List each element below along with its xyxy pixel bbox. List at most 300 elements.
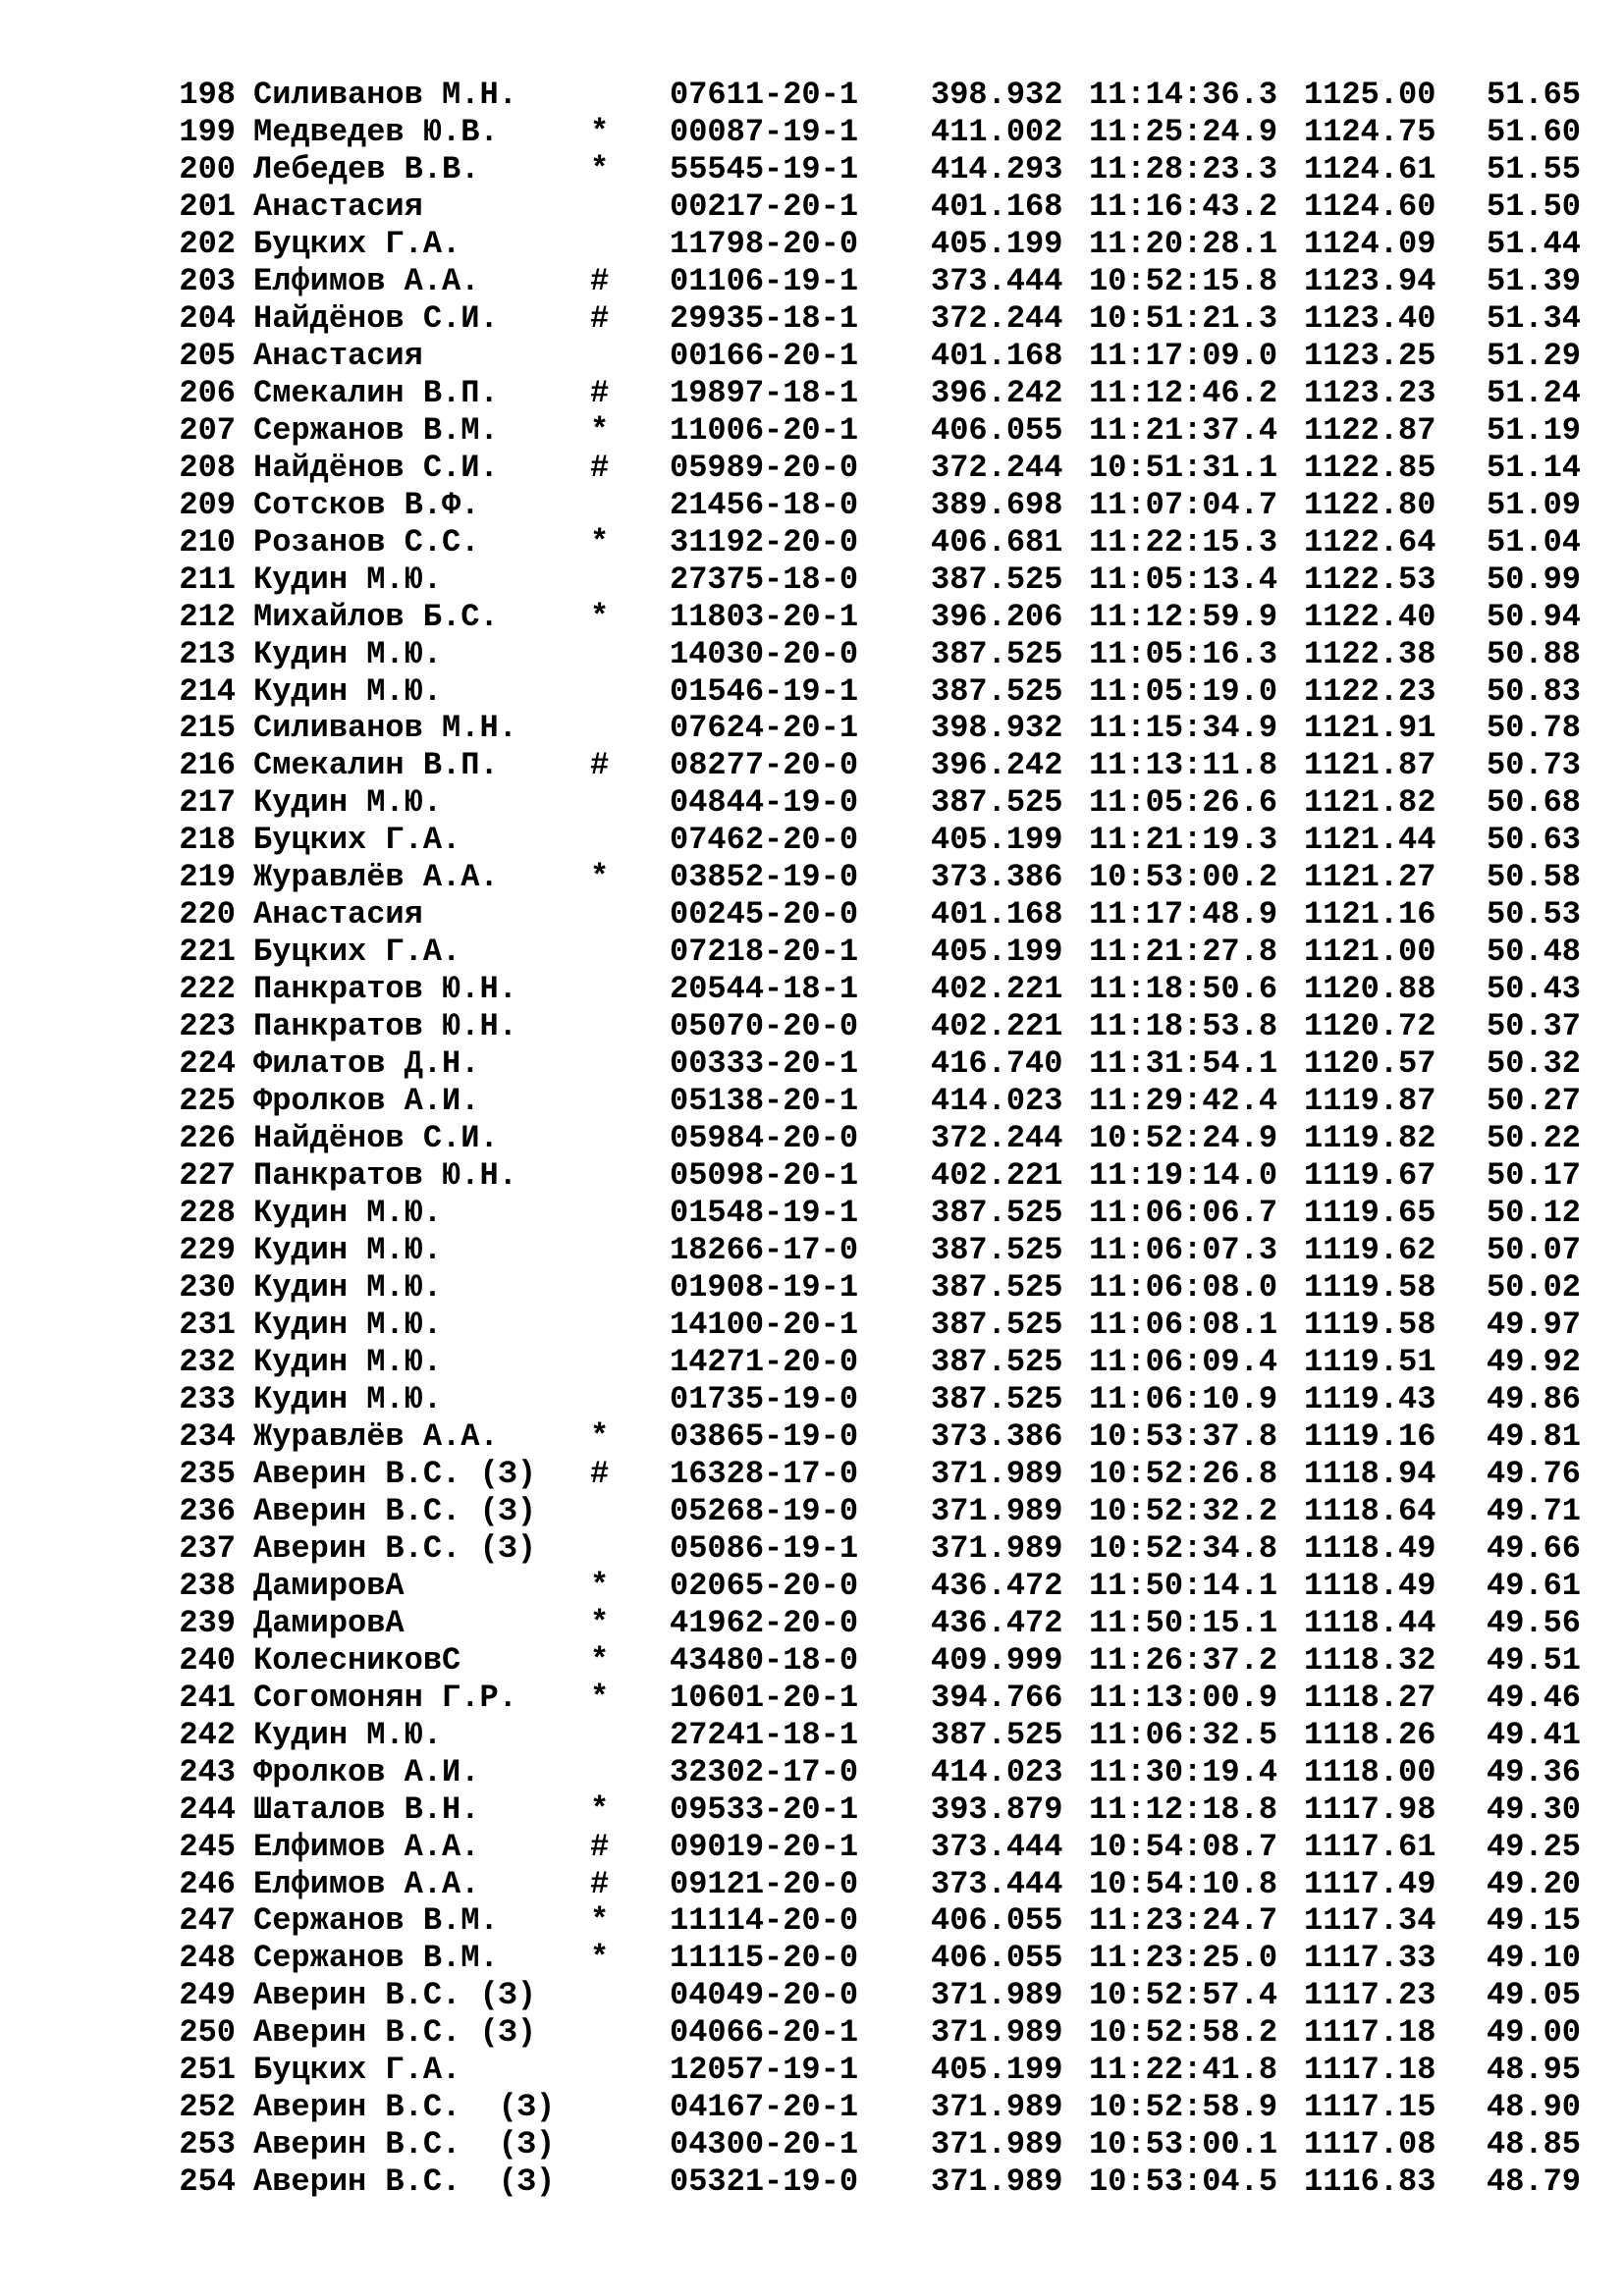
- name-cell: Сержанов В.М.: [253, 411, 499, 449]
- distance-cell: 387.525: [931, 1716, 1063, 1753]
- speed-cell: 1123.25: [1304, 337, 1436, 374]
- arrival-time-cell: 10:54:08.7: [1089, 1828, 1278, 1865]
- arrival-time-cell: 11:06:06.7: [1089, 1195, 1278, 1232]
- score-cell: 50.99: [1486, 561, 1581, 598]
- ring-number-cell: 02065-20-0: [670, 1567, 859, 1604]
- ring-number-cell: 09121-20-0: [670, 1865, 859, 1902]
- arrival-time-cell: 10:53:04.5: [1089, 2163, 1278, 2201]
- table-row: [0, 77, 1624, 114]
- score-cell: 49.00: [1486, 2014, 1581, 2052]
- arrival-time-cell: 10:52:58.2: [1089, 2014, 1278, 2052]
- ring-number-cell: 04066-20-1: [670, 2014, 859, 2052]
- distance-cell: 405.199: [931, 934, 1063, 971]
- place-cell: 250: [179, 2014, 236, 2052]
- place-cell: 216: [179, 747, 236, 784]
- speed-cell: 1119.43: [1304, 1380, 1436, 1417]
- distance-cell: 373.444: [931, 262, 1063, 299]
- distance-cell: 436.472: [931, 1567, 1063, 1604]
- name-cell: Кудин М.Ю.: [253, 672, 443, 710]
- table-row: [0, 375, 1624, 412]
- speed-cell: 1117.33: [1304, 1940, 1436, 1977]
- speed-cell: 1117.18: [1304, 2052, 1436, 2089]
- name-cell: Журавлёв А.А.: [253, 1417, 499, 1455]
- speed-cell: 1117.18: [1304, 2014, 1436, 2052]
- table-row: [0, 2089, 1624, 2126]
- arrival-time-cell: 11:21:19.3: [1089, 822, 1278, 859]
- place-cell: 226: [179, 1120, 236, 1157]
- score-cell: 49.86: [1486, 1380, 1581, 1417]
- name-cell: Панкратов Ю.Н.: [253, 971, 517, 1008]
- score-cell: 51.04: [1486, 523, 1581, 561]
- place-cell: 245: [179, 1828, 236, 1865]
- ring-number-cell: 05989-20-0: [670, 449, 859, 486]
- name-cell: Кудин М.Ю.: [253, 1343, 443, 1380]
- flag-cell: *: [590, 859, 610, 896]
- place-cell: 223: [179, 1008, 236, 1045]
- distance-cell: 401.168: [931, 337, 1063, 374]
- name-cell: Кудин М.Ю.: [253, 784, 443, 822]
- table-row: [0, 1493, 1624, 1530]
- speed-cell: 1125.00: [1304, 77, 1436, 113]
- table-row: [0, 263, 1624, 300]
- place-cell: 205: [179, 337, 236, 374]
- score-cell: 51.50: [1486, 187, 1581, 225]
- name-cell: Аверин В.С. (З): [253, 1977, 537, 2014]
- distance-cell: 393.879: [931, 1790, 1063, 1828]
- name-cell: Кудин М.Ю.: [253, 1716, 443, 1753]
- arrival-time-cell: 11:07:04.7: [1089, 486, 1278, 523]
- ring-number-cell: 00333-20-1: [670, 1045, 859, 1083]
- place-cell: 227: [179, 1157, 236, 1195]
- table-row: [0, 300, 1624, 338]
- table-row: [0, 450, 1624, 487]
- arrival-time-cell: 11:50:15.1: [1089, 1604, 1278, 1641]
- table-row: [0, 1791, 1624, 1829]
- name-cell: Аверин В.С. (З): [253, 1529, 537, 1567]
- table-row: [0, 1680, 1624, 1717]
- ring-number-cell: 04300-20-1: [670, 2126, 859, 2163]
- speed-cell: 1124.75: [1304, 113, 1436, 150]
- arrival-time-cell: 11:05:19.0: [1089, 672, 1278, 710]
- score-cell: 49.81: [1486, 1417, 1581, 1455]
- ring-number-cell: 05098-20-1: [670, 1157, 859, 1195]
- score-cell: 49.76: [1486, 1455, 1581, 1492]
- flag-cell: #: [590, 449, 610, 486]
- name-cell: Кудин М.Ю.: [253, 561, 443, 598]
- ring-number-cell: 05138-20-1: [670, 1083, 859, 1120]
- place-cell: 243: [179, 1753, 236, 1790]
- place-cell: 252: [179, 2089, 236, 2126]
- ring-number-cell: 11115-20-0: [670, 1940, 859, 1977]
- score-cell: 50.17: [1486, 1157, 1581, 1195]
- arrival-time-cell: 11:25:24.9: [1089, 113, 1278, 150]
- speed-cell: 1119.62: [1304, 1232, 1436, 1269]
- place-cell: 233: [179, 1380, 236, 1417]
- name-cell: Смекалин В.П.: [253, 747, 499, 784]
- name-cell: Кудин М.Ю.: [253, 1380, 443, 1417]
- ring-number-cell: 31192-20-0: [670, 523, 859, 561]
- distance-cell: 396.206: [931, 598, 1063, 635]
- distance-cell: 406.055: [931, 1902, 1063, 1940]
- speed-cell: 1118.94: [1304, 1455, 1436, 1492]
- distance-cell: 406.055: [931, 1940, 1063, 1977]
- name-cell: Фролков А.И.: [253, 1083, 480, 1120]
- table-row: [0, 1344, 1624, 1381]
- table-row: [0, 599, 1624, 636]
- arrival-time-cell: 11:12:59.9: [1089, 598, 1278, 635]
- place-cell: 231: [179, 1306, 236, 1343]
- distance-cell: 405.199: [931, 225, 1063, 262]
- distance-cell: 373.386: [931, 1417, 1063, 1455]
- table-row: [0, 1605, 1624, 1642]
- distance-cell: 387.525: [931, 1343, 1063, 1380]
- name-cell: Елфимов А.А.: [253, 1865, 480, 1902]
- distance-cell: 389.698: [931, 486, 1063, 523]
- place-cell: 228: [179, 1195, 236, 1232]
- distance-cell: 387.525: [931, 1195, 1063, 1232]
- ring-number-cell: 05321-19-0: [670, 2163, 859, 2201]
- distance-cell: 372.244: [931, 1120, 1063, 1157]
- table-row: [0, 1418, 1624, 1456]
- ring-number-cell: 01548-19-1: [670, 1195, 859, 1232]
- speed-cell: 1117.15: [1304, 2089, 1436, 2126]
- table-row: [0, 524, 1624, 561]
- ring-number-cell: 01908-19-1: [670, 1269, 859, 1306]
- arrival-time-cell: 11:23:24.7: [1089, 1902, 1278, 1940]
- arrival-time-cell: 11:06:32.5: [1089, 1716, 1278, 1753]
- score-cell: 50.32: [1486, 1045, 1581, 1083]
- score-cell: 51.39: [1486, 262, 1581, 299]
- table-row: [0, 151, 1624, 188]
- speed-cell: 1118.27: [1304, 1679, 1436, 1716]
- arrival-time-cell: 11:13:11.8: [1089, 747, 1278, 784]
- table-row: [0, 1568, 1624, 1605]
- speed-cell: 1122.38: [1304, 635, 1436, 672]
- ring-number-cell: 00166-20-1: [670, 337, 859, 374]
- name-cell: Анастасия: [253, 187, 423, 225]
- name-cell: Лебедев В.В.: [253, 150, 480, 187]
- score-cell: 51.60: [1486, 113, 1581, 150]
- flag-cell: *: [590, 598, 610, 635]
- place-cell: 203: [179, 262, 236, 299]
- table-row: [0, 1232, 1624, 1269]
- arrival-time-cell: 11:20:28.1: [1089, 225, 1278, 262]
- flag-cell: #: [590, 1455, 610, 1492]
- score-cell: 50.12: [1486, 1195, 1581, 1232]
- distance-cell: 371.989: [931, 2089, 1063, 2126]
- distance-cell: 409.999: [931, 1641, 1063, 1679]
- score-cell: 50.88: [1486, 635, 1581, 672]
- score-cell: 49.92: [1486, 1343, 1581, 1380]
- score-cell: 51.65: [1486, 77, 1581, 113]
- ring-number-cell: 04167-20-1: [670, 2089, 859, 2126]
- place-cell: 198: [179, 77, 236, 113]
- place-cell: 207: [179, 411, 236, 449]
- place-cell: 235: [179, 1455, 236, 1492]
- distance-cell: 402.221: [931, 1008, 1063, 1045]
- name-cell: Аверин В.С. (З): [253, 2163, 556, 2201]
- name-cell: Михайлов Б.С.: [253, 598, 499, 635]
- ring-number-cell: 11006-20-1: [670, 411, 859, 449]
- arrival-time-cell: 10:53:00.2: [1089, 859, 1278, 896]
- ring-number-cell: 10601-20-1: [670, 1679, 859, 1716]
- ring-number-cell: 27241-18-1: [670, 1716, 859, 1753]
- score-cell: 50.43: [1486, 971, 1581, 1008]
- distance-cell: 402.221: [931, 971, 1063, 1008]
- distance-cell: 371.989: [931, 1492, 1063, 1529]
- distance-cell: 405.199: [931, 2052, 1063, 2089]
- place-cell: 199: [179, 113, 236, 150]
- score-cell: 49.15: [1486, 1902, 1581, 1940]
- speed-cell: 1117.49: [1304, 1865, 1436, 1902]
- flag-cell: #: [590, 1828, 610, 1865]
- speed-cell: 1119.67: [1304, 1157, 1436, 1195]
- table-row: [0, 226, 1624, 263]
- place-cell: 214: [179, 672, 236, 710]
- name-cell: КолесниковС: [253, 1641, 461, 1679]
- flag-cell: #: [590, 262, 610, 299]
- table-row: [0, 1008, 1624, 1045]
- flag-cell: #: [590, 299, 610, 337]
- speed-cell: 1119.51: [1304, 1343, 1436, 1380]
- name-cell: Кудин М.Ю.: [253, 635, 443, 672]
- speed-cell: 1123.94: [1304, 262, 1436, 299]
- ring-number-cell: 29935-18-1: [670, 299, 859, 337]
- name-cell: Кудин М.Ю.: [253, 1306, 443, 1343]
- flag-cell: *: [590, 1641, 610, 1679]
- score-cell: 50.94: [1486, 598, 1581, 635]
- arrival-time-cell: 11:14:36.3: [1089, 77, 1278, 113]
- ring-number-cell: 55545-19-1: [670, 150, 859, 187]
- speed-cell: 1124.60: [1304, 187, 1436, 225]
- speed-cell: 1117.23: [1304, 1977, 1436, 2014]
- arrival-time-cell: 11:16:43.2: [1089, 187, 1278, 225]
- ring-number-cell: 12057-19-1: [670, 2052, 859, 2089]
- ring-number-cell: 05984-20-0: [670, 1120, 859, 1157]
- flag-cell: #: [590, 374, 610, 411]
- ring-number-cell: 09019-20-1: [670, 1828, 859, 1865]
- table-row: [0, 859, 1624, 896]
- distance-cell: 396.242: [931, 747, 1063, 784]
- distance-cell: 373.444: [931, 1828, 1063, 1865]
- speed-cell: 1119.82: [1304, 1120, 1436, 1157]
- name-cell: Елфимов А.А.: [253, 1828, 480, 1865]
- place-cell: 234: [179, 1417, 236, 1455]
- place-cell: 249: [179, 1977, 236, 2014]
- speed-cell: 1124.09: [1304, 225, 1436, 262]
- score-cell: 49.30: [1486, 1790, 1581, 1828]
- ring-number-cell: 08277-20-0: [670, 747, 859, 784]
- distance-cell: 414.023: [931, 1083, 1063, 1120]
- score-cell: 49.56: [1486, 1604, 1581, 1641]
- table-row: [0, 114, 1624, 151]
- arrival-time-cell: 11:06:09.4: [1089, 1343, 1278, 1380]
- arrival-time-cell: 10:53:00.1: [1089, 2126, 1278, 2163]
- arrival-time-cell: 11:23:25.0: [1089, 1940, 1278, 1977]
- name-cell: Сержанов В.М.: [253, 1902, 499, 1940]
- ring-number-cell: 05268-19-0: [670, 1492, 859, 1529]
- place-cell: 253: [179, 2126, 236, 2163]
- distance-cell: 401.168: [931, 187, 1063, 225]
- name-cell: Аверин В.С. (З): [253, 1492, 537, 1529]
- place-cell: 246: [179, 1865, 236, 1902]
- flag-cell: *: [590, 1790, 610, 1828]
- ring-number-cell: 07611-20-1: [670, 77, 859, 113]
- score-cell: 49.10: [1486, 1940, 1581, 1977]
- speed-cell: 1119.65: [1304, 1195, 1436, 1232]
- arrival-time-cell: 10:52:15.8: [1089, 262, 1278, 299]
- score-cell: 51.14: [1486, 449, 1581, 486]
- arrival-time-cell: 10:52:34.8: [1089, 1529, 1278, 1567]
- speed-cell: 1123.23: [1304, 374, 1436, 411]
- name-cell: Анастасия: [253, 337, 423, 374]
- distance-cell: 371.989: [931, 1529, 1063, 1567]
- arrival-time-cell: 11:21:37.4: [1089, 411, 1278, 449]
- table-row: [0, 1902, 1624, 1940]
- name-cell: Панкратов Ю.Н.: [253, 1157, 517, 1195]
- score-cell: 50.58: [1486, 859, 1581, 896]
- table-row: [0, 1307, 1624, 1344]
- score-cell: 51.44: [1486, 225, 1581, 262]
- place-cell: 241: [179, 1679, 236, 1716]
- place-cell: 217: [179, 784, 236, 822]
- speed-cell: 1117.08: [1304, 2126, 1436, 2163]
- distance-cell: 372.244: [931, 299, 1063, 337]
- score-cell: 50.02: [1486, 1269, 1581, 1306]
- distance-cell: 371.989: [931, 2126, 1063, 2163]
- score-cell: 51.29: [1486, 337, 1581, 374]
- place-cell: 213: [179, 635, 236, 672]
- ring-number-cell: 09533-20-1: [670, 1790, 859, 1828]
- score-cell: 51.19: [1486, 411, 1581, 449]
- name-cell: Розанов С.С.: [253, 523, 480, 561]
- distance-cell: 396.242: [931, 374, 1063, 411]
- ring-number-cell: 00245-20-0: [670, 896, 859, 934]
- name-cell: Буцких Г.А.: [253, 934, 461, 971]
- ring-number-cell: 05070-20-0: [670, 1008, 859, 1045]
- name-cell: Согомонян Г.Р.: [253, 1679, 517, 1716]
- score-cell: 50.63: [1486, 822, 1581, 859]
- speed-cell: 1121.87: [1304, 747, 1436, 784]
- speed-cell: 1122.87: [1304, 411, 1436, 449]
- place-cell: 251: [179, 2052, 236, 2089]
- arrival-time-cell: 10:53:37.8: [1089, 1417, 1278, 1455]
- place-cell: 239: [179, 1604, 236, 1641]
- name-cell: Фролков А.И.: [253, 1753, 480, 1790]
- speed-cell: 1117.98: [1304, 1790, 1436, 1828]
- flag-cell: *: [590, 1679, 610, 1716]
- table-row: [0, 412, 1624, 450]
- distance-cell: 387.525: [931, 561, 1063, 598]
- arrival-time-cell: 11:05:26.6: [1089, 784, 1278, 822]
- score-cell: 49.71: [1486, 1492, 1581, 1529]
- score-cell: 48.85: [1486, 2126, 1581, 2163]
- table-row: [0, 636, 1624, 673]
- flag-cell: *: [590, 1940, 610, 1977]
- score-cell: 50.53: [1486, 896, 1581, 934]
- speed-cell: 1121.00: [1304, 934, 1436, 971]
- score-cell: 48.90: [1486, 2089, 1581, 2126]
- arrival-time-cell: 10:54:10.8: [1089, 1865, 1278, 1902]
- name-cell: Журавлёв А.А.: [253, 859, 499, 896]
- name-cell: Шаталов В.Н.: [253, 1790, 480, 1828]
- name-cell: Буцких Г.А.: [253, 822, 461, 859]
- distance-cell: 387.525: [931, 1380, 1063, 1417]
- distance-cell: 387.525: [931, 1269, 1063, 1306]
- speed-cell: 1120.88: [1304, 971, 1436, 1008]
- place-cell: 212: [179, 598, 236, 635]
- place-cell: 220: [179, 896, 236, 934]
- ring-number-cell: 00087-19-1: [670, 113, 859, 150]
- ring-number-cell: 32302-17-0: [670, 1753, 859, 1790]
- speed-cell: 1116.83: [1304, 2163, 1436, 2201]
- arrival-time-cell: 11:31:54.1: [1089, 1045, 1278, 1083]
- flag-cell: *: [590, 1417, 610, 1455]
- speed-cell: 1118.44: [1304, 1604, 1436, 1641]
- speed-cell: 1118.26: [1304, 1716, 1436, 1753]
- table-row: [0, 2126, 1624, 2163]
- ring-number-cell: 11114-20-0: [670, 1902, 859, 1940]
- arrival-time-cell: 10:52:24.9: [1089, 1120, 1278, 1157]
- speed-cell: 1122.23: [1304, 672, 1436, 710]
- arrival-time-cell: 11:05:13.4: [1089, 561, 1278, 598]
- distance-cell: 372.244: [931, 449, 1063, 486]
- flag-cell: *: [590, 1567, 610, 1604]
- place-cell: 210: [179, 523, 236, 561]
- ring-number-cell: 07218-20-1: [670, 934, 859, 971]
- table-row: [0, 1157, 1624, 1195]
- score-cell: 48.95: [1486, 2052, 1581, 2089]
- name-cell: Кудин М.Ю.: [253, 1269, 443, 1306]
- table-row: [0, 784, 1624, 822]
- table-row: [0, 896, 1624, 934]
- distance-cell: 411.002: [931, 113, 1063, 150]
- table-row: [0, 1456, 1624, 1493]
- place-cell: 229: [179, 1232, 236, 1269]
- speed-cell: 1121.27: [1304, 859, 1436, 896]
- score-cell: 50.68: [1486, 784, 1581, 822]
- speed-cell: 1118.00: [1304, 1753, 1436, 1790]
- arrival-time-cell: 11:22:41.8: [1089, 2052, 1278, 2089]
- distance-cell: 406.055: [931, 411, 1063, 449]
- name-cell: Силиванов М.Н.: [253, 710, 517, 747]
- score-cell: 49.51: [1486, 1641, 1581, 1679]
- arrival-time-cell: 11:50:14.1: [1089, 1567, 1278, 1604]
- distance-cell: 394.766: [931, 1679, 1063, 1716]
- distance-cell: 402.221: [931, 1157, 1063, 1195]
- arrival-time-cell: 11:15:34.9: [1089, 710, 1278, 747]
- distance-cell: 398.932: [931, 77, 1063, 113]
- name-cell: Филатов Д.Н.: [253, 1045, 480, 1083]
- place-cell: 211: [179, 561, 236, 598]
- speed-cell: 1118.49: [1304, 1529, 1436, 1567]
- name-cell: Елфимов А.А.: [253, 262, 480, 299]
- table-row: [0, 487, 1624, 524]
- speed-cell: 1118.64: [1304, 1492, 1436, 1529]
- name-cell: ДамировА: [253, 1567, 405, 1604]
- ring-number-cell: 14271-20-0: [670, 1343, 859, 1380]
- speed-cell: 1119.87: [1304, 1083, 1436, 1120]
- table-row: [0, 934, 1624, 971]
- place-cell: 218: [179, 822, 236, 859]
- arrival-time-cell: 10:51:21.3: [1089, 299, 1278, 337]
- name-cell: Кудин М.Ю.: [253, 1195, 443, 1232]
- score-cell: 50.73: [1486, 747, 1581, 784]
- score-cell: 50.22: [1486, 1120, 1581, 1157]
- distance-cell: 436.472: [931, 1604, 1063, 1641]
- flag-cell: *: [590, 150, 610, 187]
- distance-cell: 401.168: [931, 896, 1063, 934]
